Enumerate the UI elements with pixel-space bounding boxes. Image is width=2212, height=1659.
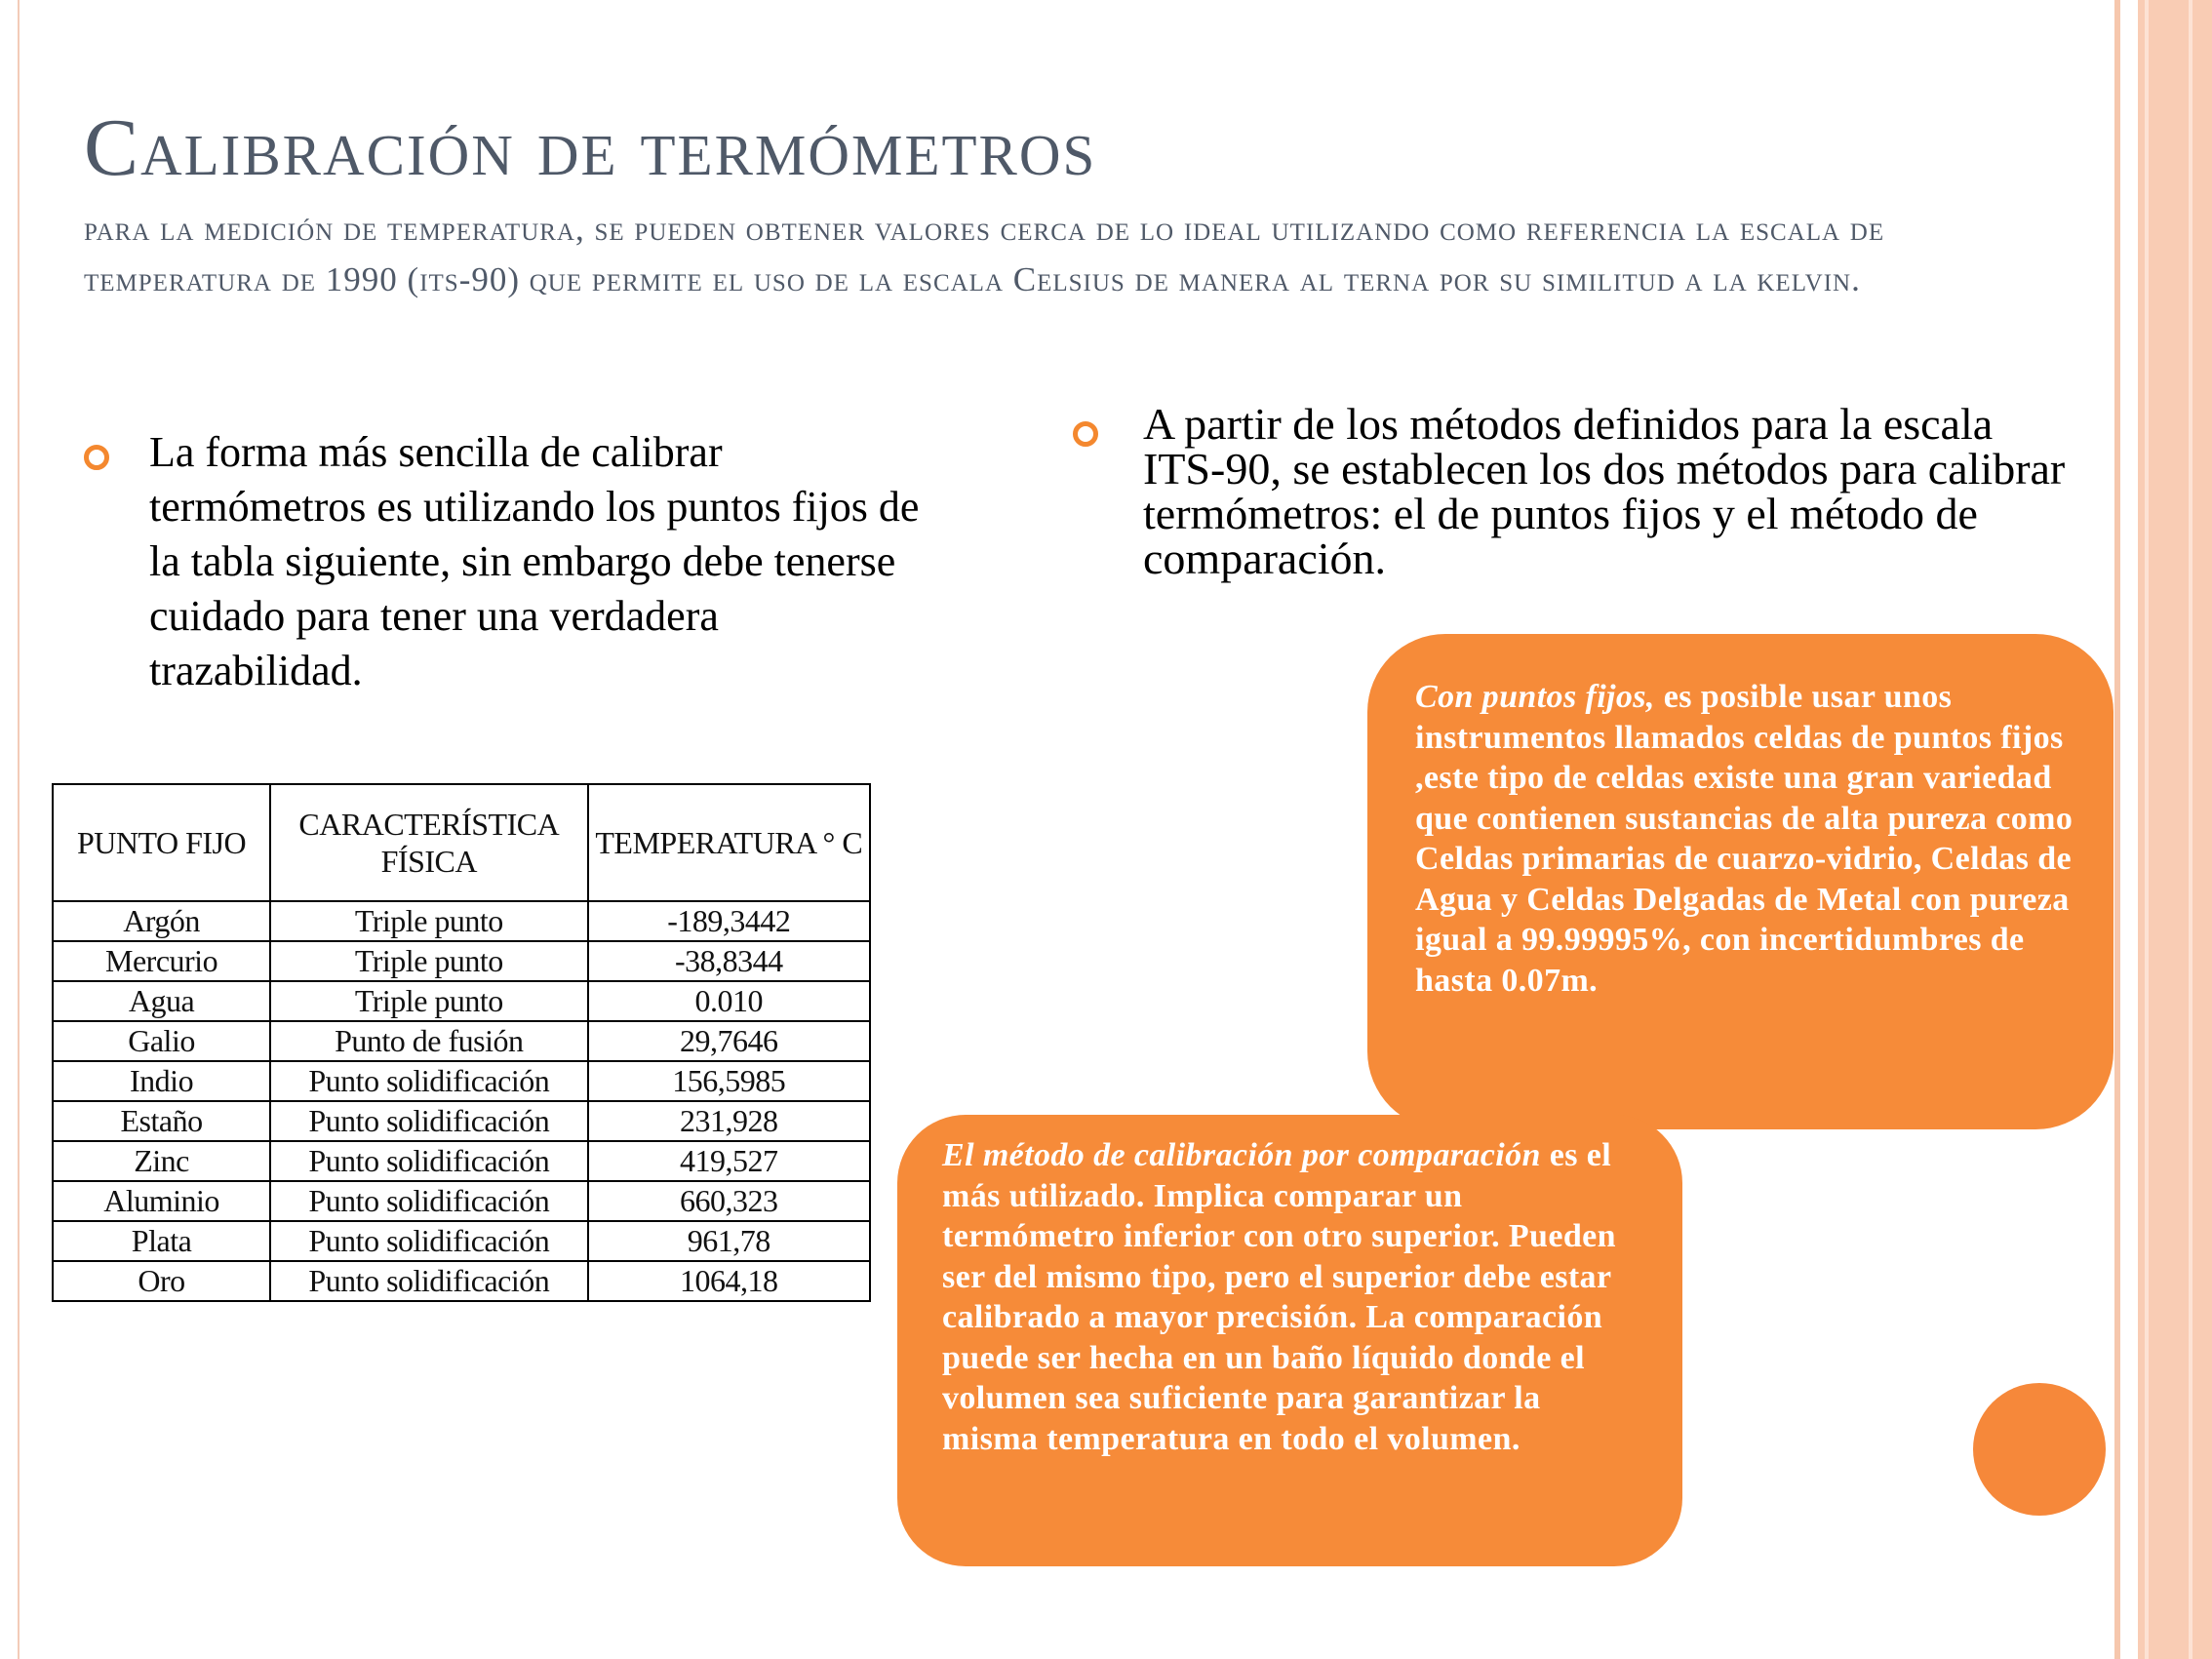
ring-bullet-icon xyxy=(84,445,109,470)
table-cell: Zinc xyxy=(53,1141,270,1181)
table-cell: Punto solidificación xyxy=(270,1061,587,1101)
right-decor-band xyxy=(2138,0,2212,1659)
table-row xyxy=(53,1261,870,1301)
comparison-callout xyxy=(897,1115,1682,1566)
table-cell: 231,928 xyxy=(588,1101,870,1141)
table-cell: 0.010 xyxy=(588,981,870,1021)
table-cell: Estaño xyxy=(53,1101,270,1141)
callout-lead-text: El método de calibración por comparación xyxy=(942,1137,1541,1173)
table-header-cell: PUNTO FIJO xyxy=(53,784,270,901)
table-row xyxy=(53,1221,870,1261)
table-cell: Triple punto xyxy=(270,941,587,981)
decorative-circle xyxy=(1973,1383,2106,1516)
table-row xyxy=(53,1141,870,1181)
table-header-row xyxy=(53,784,870,901)
slide-subtitle: para la medición de temperatura, se pueden obtener valores cerca de lo ideal utilizando como referencia la escala de temperatura de 1990 (its-90) que permite el uso de la escala Celsius de manera al terna por su similitud a la kelvin. xyxy=(84,210,1885,298)
table-cell: Agua xyxy=(53,981,270,1021)
callout-lead-text: Con puntos fijos, xyxy=(1415,679,1655,715)
slide-title: Calibración de termómetros xyxy=(84,102,1097,193)
table-cell: 961,78 xyxy=(588,1221,870,1261)
ring-bullet-icon xyxy=(1073,421,1098,447)
table-cell: Punto de fusión xyxy=(270,1021,587,1061)
fixed-points-callout xyxy=(1367,634,2113,1129)
table-cell: 29,7646 xyxy=(588,1021,870,1061)
table-cell: Triple punto xyxy=(270,981,587,1021)
right-decor-line xyxy=(2189,0,2192,1659)
table-row xyxy=(53,1061,870,1101)
bullet-point-left xyxy=(84,425,942,698)
table-cell: -38,8344 xyxy=(588,941,870,981)
table-cell: Oro xyxy=(53,1261,270,1301)
table-cell: Galio xyxy=(53,1021,270,1061)
table-row xyxy=(53,941,870,981)
table-cell: Punto solidificación xyxy=(270,1181,587,1221)
table-row xyxy=(53,1181,870,1221)
left-border-line xyxy=(18,0,20,1659)
table-cell: 660,323 xyxy=(588,1181,870,1221)
table-cell: Indio xyxy=(53,1061,270,1101)
table-header-cell: CARACTERÍSTICA FÍSICA xyxy=(270,784,587,901)
table-cell: 419,527 xyxy=(588,1141,870,1181)
bullet-point-right xyxy=(1073,399,2077,583)
table-cell: 156,5985 xyxy=(588,1061,870,1101)
callout-body-text: es el más utilizado. Implica comparar un termómetro inferior con otro superior. Pueden ser del mismo tipo, pero el superior debe estar calibrado a mayor precisión. La comparación puede ser hecha en un baño líquido donde el volumen sea suficiente para garantizar la misma temperatura en todo el volumen. xyxy=(942,1137,1616,1457)
bullet-text-left: La forma más sencilla de calibrar termómetros es utilizando los puntos fijos de la tabla siguiente, sin embargo debe tenerse cuidado para tener una verdadera trazabilidad. xyxy=(149,428,920,694)
table-cell: Plata xyxy=(53,1221,270,1261)
table-row xyxy=(53,981,870,1021)
right-decor-line xyxy=(2145,0,2149,1659)
bullet-text-right: A partir de los métodos definidos para la escala ITS-90, se establecen los dos métodos para calibrar termómetros: el de puntos fijos y el método de comparación. xyxy=(1143,399,2066,583)
table-cell: Mercurio xyxy=(53,941,270,981)
table-row xyxy=(53,1101,870,1141)
table-cell: -189,3442 xyxy=(588,901,870,941)
table-cell: Punto solidificación xyxy=(270,1261,587,1301)
table-cell: Punto solidificación xyxy=(270,1101,587,1141)
table-header-cell: TEMPERATURA ° C xyxy=(588,784,870,901)
table-cell: Triple punto xyxy=(270,901,587,941)
table-row xyxy=(53,901,870,941)
table-cell: Argón xyxy=(53,901,270,941)
table-row xyxy=(53,1021,870,1061)
fixed-points-table xyxy=(52,783,871,1302)
callout-body-text: es posible usar unos instrumentos llamados celdas de puntos fijos ,este tipo de celdas existe una gran variedad que contienen sustancias de alta pureza como Celdas primarias de cuarzo-vidrio, Celdas de Agua y Celdas Delgadas de Metal con pureza igual a 99.99995%, con incertidumbres de hasta 0.07m. xyxy=(1415,679,2074,999)
table-cell: 1064,18 xyxy=(588,1261,870,1301)
table-cell: Punto solidificación xyxy=(270,1221,587,1261)
right-decor-stripe xyxy=(2114,0,2120,1659)
table-cell: Aluminio xyxy=(53,1181,270,1221)
table-cell: Punto solidificación xyxy=(270,1141,587,1181)
